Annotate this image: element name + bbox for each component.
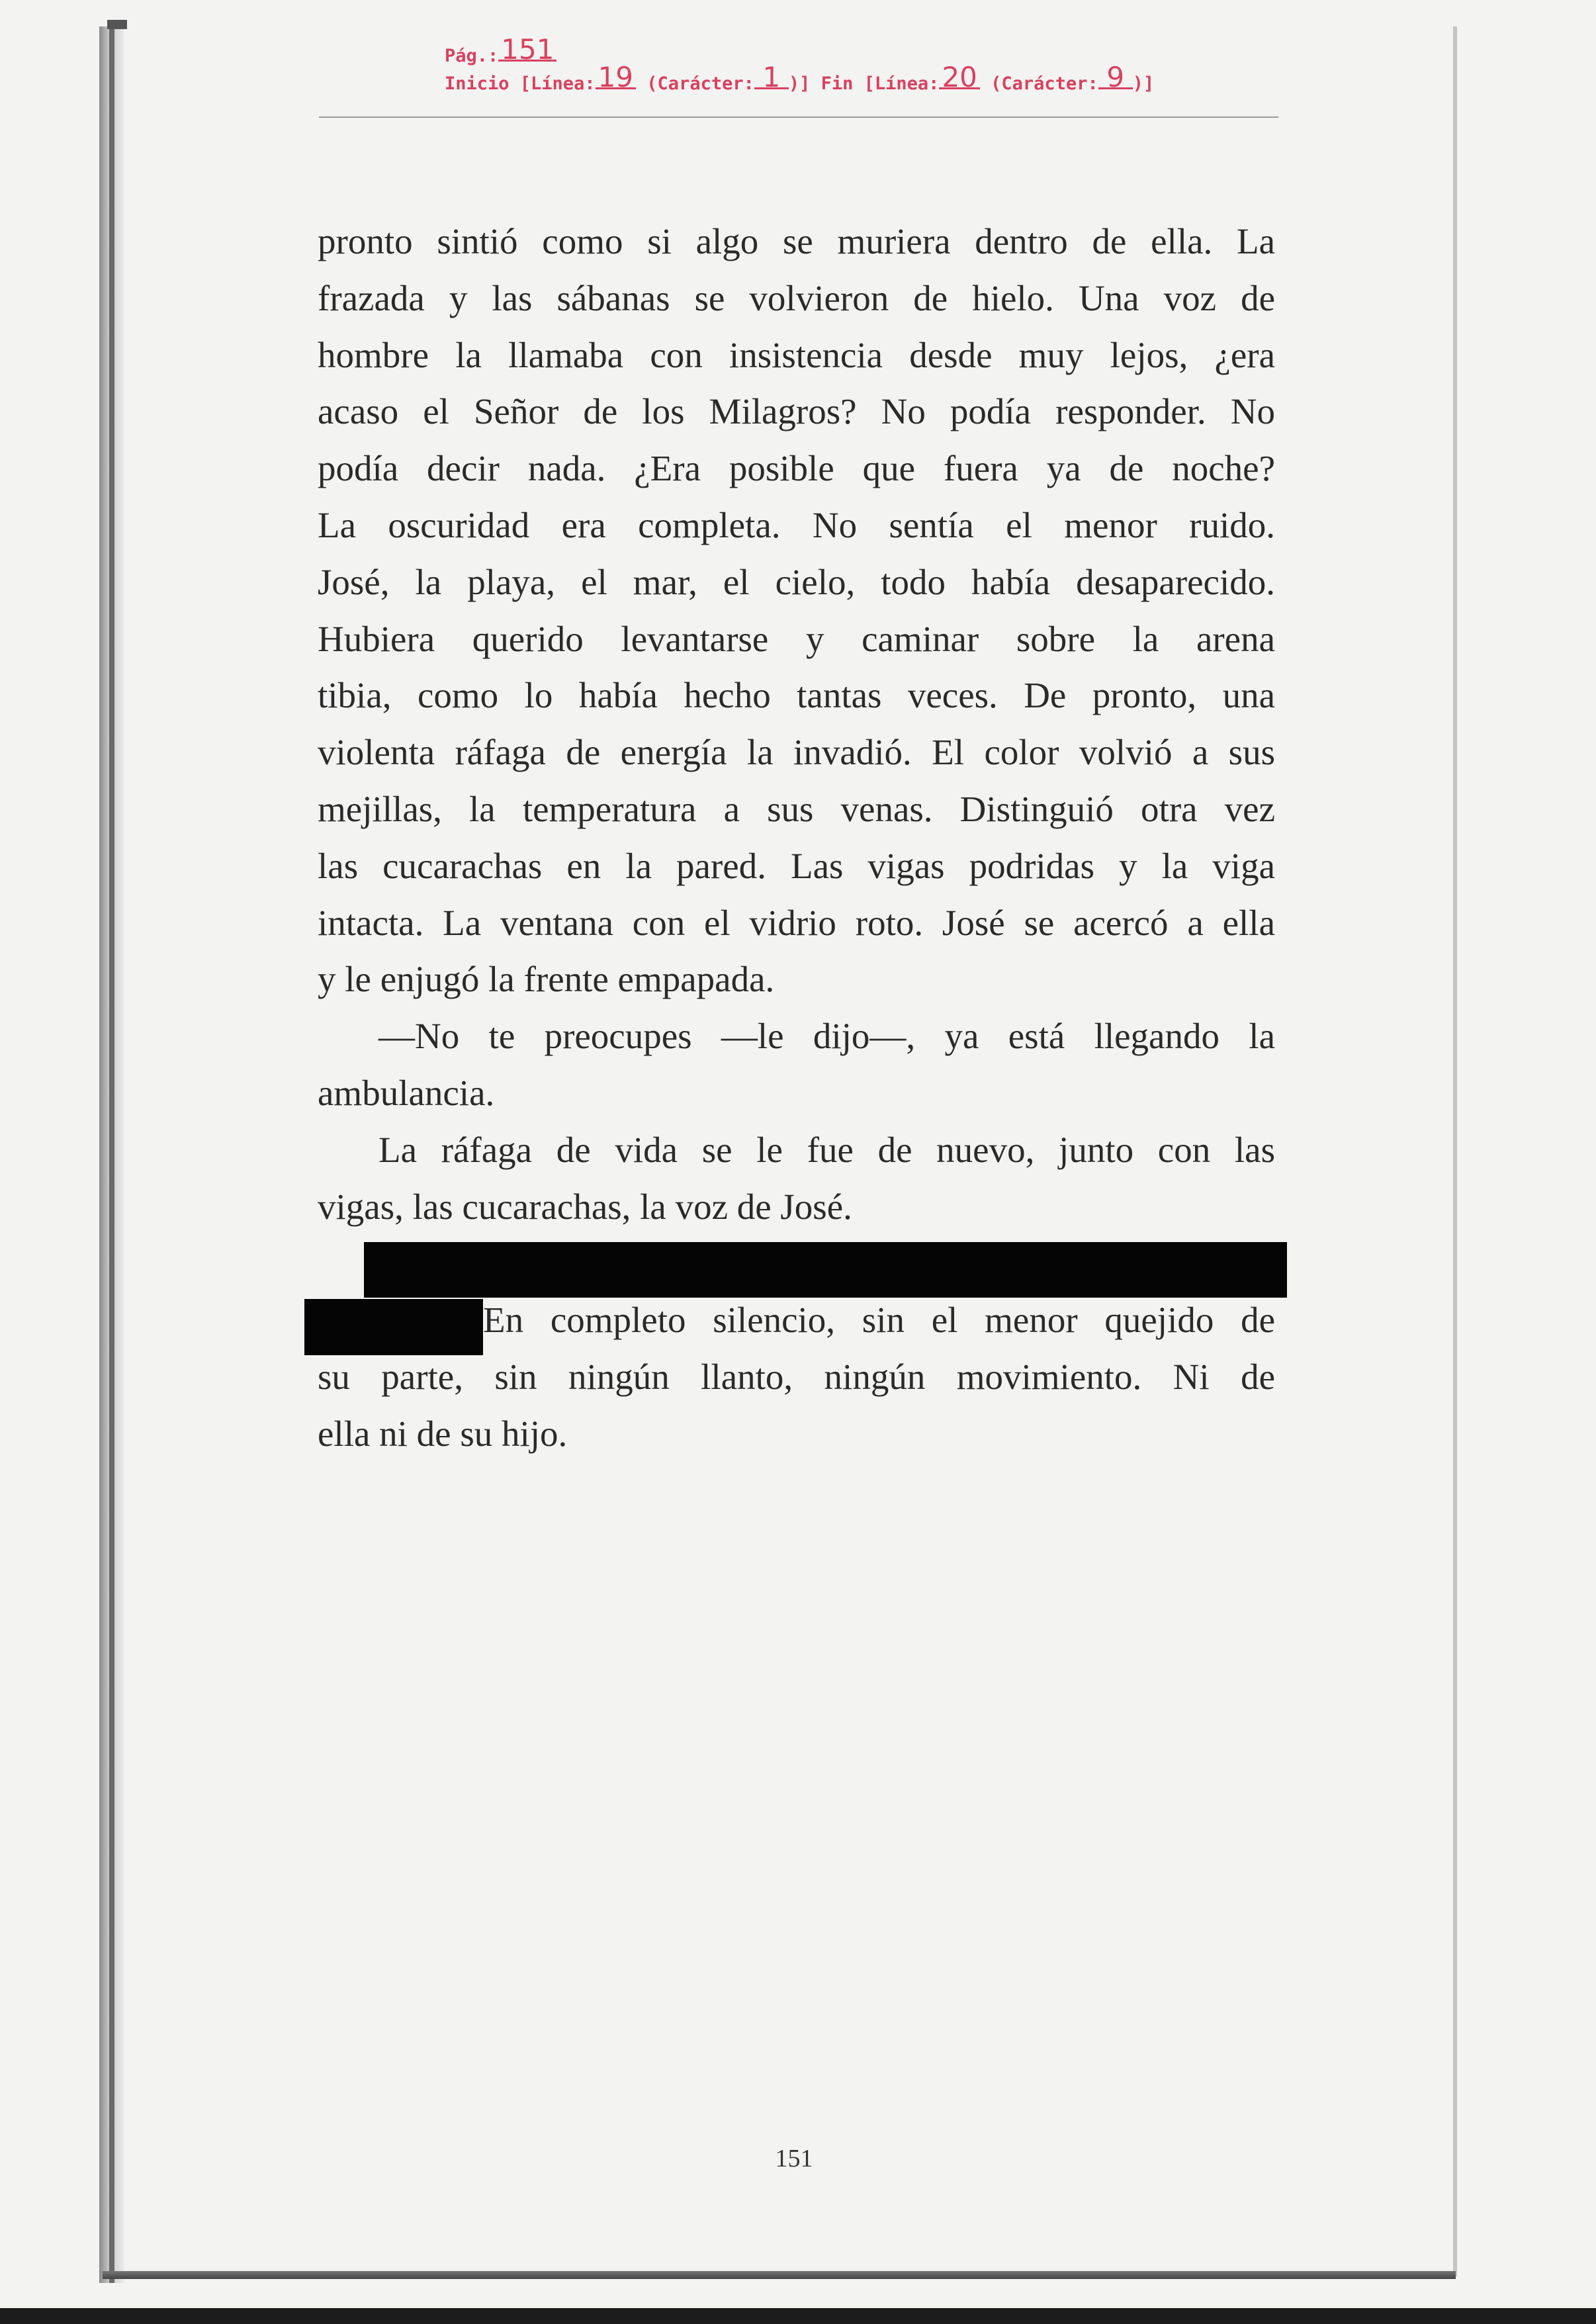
stamp-range-row	[445, 61, 1155, 94]
text-line: En completo silencio, sin el menor quejido de	[483, 1300, 1275, 1341]
text-line: podía decir nada. ¿Era posible que fuera ya de noche?	[318, 448, 1275, 489]
stamp-fin-linea: 20	[939, 67, 979, 89]
scan-bottom-band	[0, 2308, 1596, 2324]
stamp-page-value: 151	[498, 40, 556, 62]
text-line: pronto sintió como si algo se muriera dentro de ella. La	[318, 221, 1275, 261]
scan-corner-mark	[107, 20, 127, 29]
text-line: José, la playa, el mar, el cielo, todo había desaparecido.	[318, 561, 1275, 602]
text-line: su parte, sin ningún llanto, ningún movimiento. Ni de	[318, 1356, 1275, 1397]
text-line: violenta ráfaga de energía la invadió. El color volvió a sus	[318, 732, 1275, 773]
book-left-edge	[109, 26, 114, 2283]
page-number: 151	[775, 2145, 813, 2172]
stamp-fin-label: )] Fin [Línea:	[788, 73, 940, 94]
redaction-bar	[304, 1299, 483, 1355]
text-line: acaso el Señor de los Milagros? No podía responder. No	[318, 391, 1275, 432]
stamp-inicio-linea: 19	[596, 67, 636, 89]
text-line: mejillas, la temperatura a sus venas. Distinguió otra vez	[318, 788, 1275, 829]
text-line: vigas, las cucarachas, la voz de José.	[318, 1186, 852, 1227]
stamp-divider	[319, 116, 1278, 118]
stamp-close: )]	[1132, 73, 1155, 94]
book-right-edge	[1453, 26, 1457, 2276]
text-line: La oscuridad era completa. No sentía el menor ruido.	[318, 504, 1275, 545]
text-line: ella ni de su hijo.	[318, 1413, 568, 1454]
stamp-inicio-caracter: 1	[754, 67, 789, 89]
text-line: hombre la llamaba con insistencia desde muy lejos, ¿era	[318, 334, 1275, 375]
stamp-inicio-label: Inicio [Línea:	[445, 73, 596, 94]
stamp-page-row	[445, 33, 556, 66]
text-line: ambulancia.	[318, 1072, 495, 1113]
text-line: frazada y las sábanas se volvieron de hielo. Una voz de	[318, 277, 1275, 318]
text-line: Hubiera querido levantarse y caminar sobre la arena	[318, 618, 1275, 659]
stamp-caracter-label: (Carácter:	[646, 73, 754, 94]
text-line: tibia, como lo había hecho tantas veces. De pronto, una	[318, 675, 1275, 716]
redaction-bar	[364, 1242, 1287, 1298]
text-line: y le enjugó la frente empapada.	[318, 959, 775, 1000]
text-line: las cucarachas en la pared. Las vigas podridas y la viga	[318, 845, 1275, 886]
stamp-page-label: Pág.:	[445, 46, 499, 66]
stamp-caracter2-label: (Carácter:	[991, 73, 1098, 94]
text-line: —No te preocupes —le dijo—, ya está llegando la	[378, 1016, 1275, 1057]
text-line: intacta. La ventana con el vidrio roto. José se acercó a ella	[318, 902, 1275, 943]
text-line: La ráfaga de vida se le fue de nuevo, junto con las	[378, 1129, 1275, 1170]
stamp-fin-caracter: 9	[1098, 67, 1133, 89]
book-bottom-edge	[103, 2271, 1456, 2279]
